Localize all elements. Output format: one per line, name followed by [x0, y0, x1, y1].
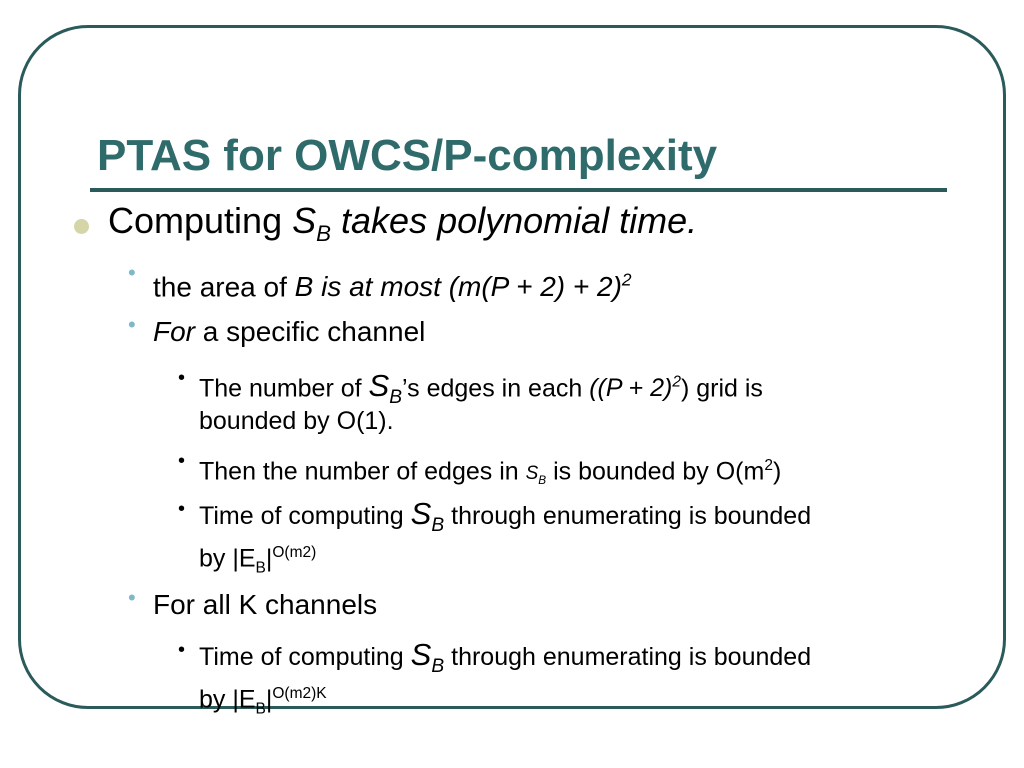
- sb-symbol: $S_B$: [525, 463, 547, 488]
- bullet-dot-level1: [74, 219, 89, 234]
- sb-symbol: $S_B$: [410, 637, 445, 678]
- bullet-sb-edges-per-grid: The number of $S_B’s$ edges in each $((P + 2)^2)$ grid is: [199, 368, 763, 409]
- bullet-compute-time-channel-line2: by $|E_B|^{O(m2)}$: [199, 544, 317, 577]
- bullet-dot-level3: •: [178, 450, 186, 472]
- bullet-compute-time-channel: Time of computing $S_B$ through enumerating is bounded: [199, 496, 812, 537]
- bullet-total-edges: Then the number of edges in $S_B$ is bounded by $O(m^2)$: [199, 457, 782, 488]
- bullet-sb-edges-per-grid-line2: bounded by O(1).: [199, 407, 394, 435]
- bullet-dot-level2: •: [128, 585, 136, 610]
- bullet-specific-channel: [153, 314, 425, 350]
- bullet-text-italic: For: [153, 316, 195, 347]
- bullet-text: the area of: [153, 271, 295, 303]
- bullet-dot-level3: •: [178, 498, 186, 520]
- sb-symbol: $S_B$: [410, 496, 445, 537]
- bullet-area-of-b: [153, 262, 632, 305]
- title-underline: [90, 188, 947, 192]
- bullet-compute-time-all: Time of computing $S_B$ through enumerating is bounded: [199, 637, 812, 678]
- bullet-dot-level3: •: [178, 639, 186, 661]
- bullet-text-italic: takes polynomial time.: [331, 200, 698, 241]
- bullet-dot-level2: •: [128, 312, 136, 337]
- slide-title: PTAS for OWCS/P-complexity: [97, 131, 718, 180]
- sb-symbol: $S_B$: [292, 200, 332, 247]
- bullet-dot-level3: •: [178, 367, 186, 389]
- bullet-all-channels: For all K channels: [153, 589, 378, 620]
- bullet-compute-time-all-line2: by $|E_B|^{O(m2)K}$: [199, 685, 327, 718]
- bullet-dot-level2: •: [128, 260, 136, 285]
- bullet-text: Computing: [108, 200, 293, 241]
- bullet-text-italic: B is at most $(m(P + 2) + 2)^2$: [294, 270, 632, 303]
- bullet-computing-sb: [108, 199, 697, 256]
- bullet-text: a specific channel: [195, 316, 426, 347]
- sb-symbol: $S_B$: [368, 368, 403, 409]
